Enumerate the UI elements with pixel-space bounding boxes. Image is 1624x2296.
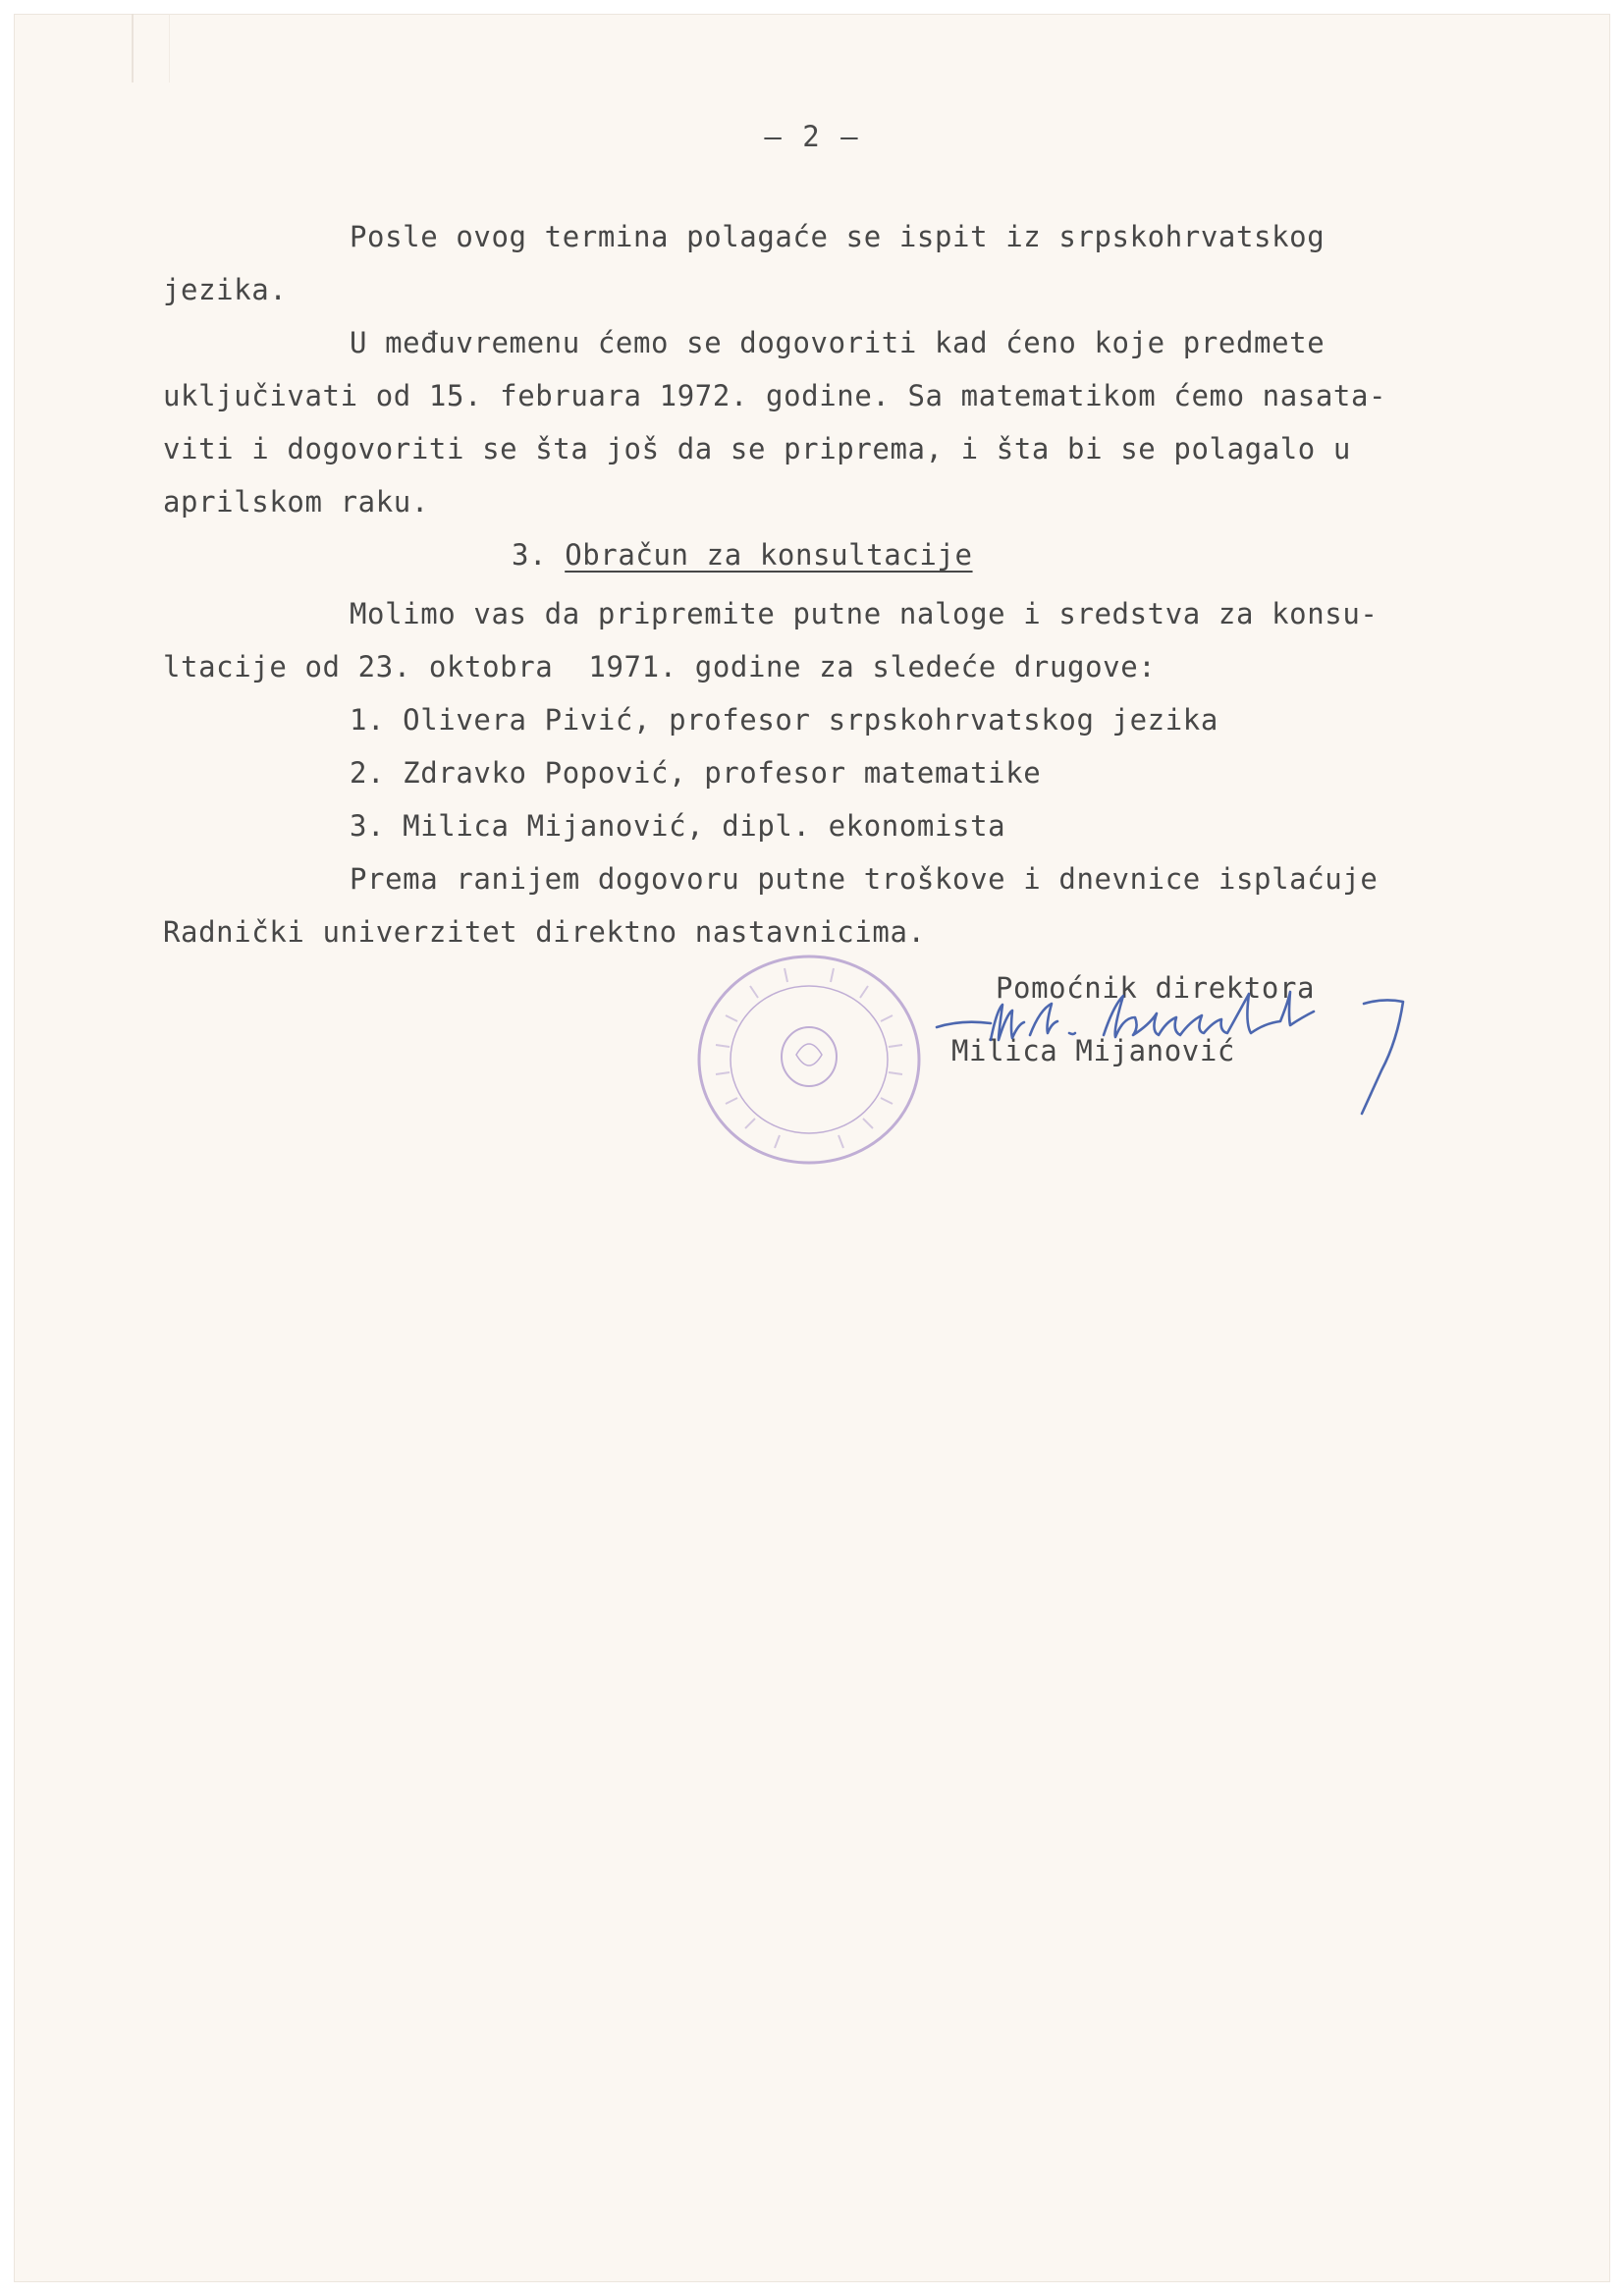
official-stamp-icon [686, 947, 932, 1173]
section-number: 3. [512, 538, 548, 572]
paragraph-3-line-1: Molimo vas da pripremite putne naloge i sredstva za konsu- [350, 597, 1379, 630]
section-title: Obračun za konsultacije [565, 538, 973, 572]
letter-body [163, 210, 1538, 958]
paragraph-4-line-2: Radnički univerzitet direktno nastavnicima. [163, 915, 926, 949]
handwritten-signature-icon [932, 986, 1442, 1123]
document-page [14, 14, 1610, 2282]
paragraph-2-line-4: aprilskom raku. [163, 485, 429, 519]
paragraph-2-line-1: U međuvremenu ćemo se dogovoriti kad ćeno koje predmete [350, 326, 1326, 359]
paragraph-1-line-2: jezika. [163, 273, 288, 306]
list-item-2: 2. Zdravko Popović, profesor matematike [350, 756, 1042, 790]
paragraph-4-line-1: Prema ranijem dogovoru putne troškove i dnevnice isplaćuje [350, 862, 1379, 896]
section-heading [163, 528, 1538, 581]
paper-fold-mark [132, 14, 170, 82]
paragraph-3-line-2: ltacije od 23. oktobra 1971. godine za sledeće drugove: [163, 650, 1157, 683]
paragraph-2-line-3: viti i dogovoriti se šta još da se priprema, i šta bi se polagalo u [163, 432, 1351, 465]
list-item-1: 1. Olivera Pivić, profesor srpskohrvatskog jezika [350, 703, 1218, 737]
signature-title: Pomoćnik direktora [996, 971, 1316, 1005]
signature-name: Milica Mijanović [951, 1034, 1235, 1067]
paragraph-2-line-2: uključivati od 15. februara 1972. godine. Sa matematikom ćemo nasata- [163, 379, 1387, 412]
list-item-3: 3. Milica Mijanović, dipl. ekonomista [350, 809, 1006, 843]
page-number: – 2 – [764, 120, 860, 153]
paragraph-1-line-1: Posle ovog termina polagaće se ispit iz srpskohrvatskog [350, 220, 1326, 253]
